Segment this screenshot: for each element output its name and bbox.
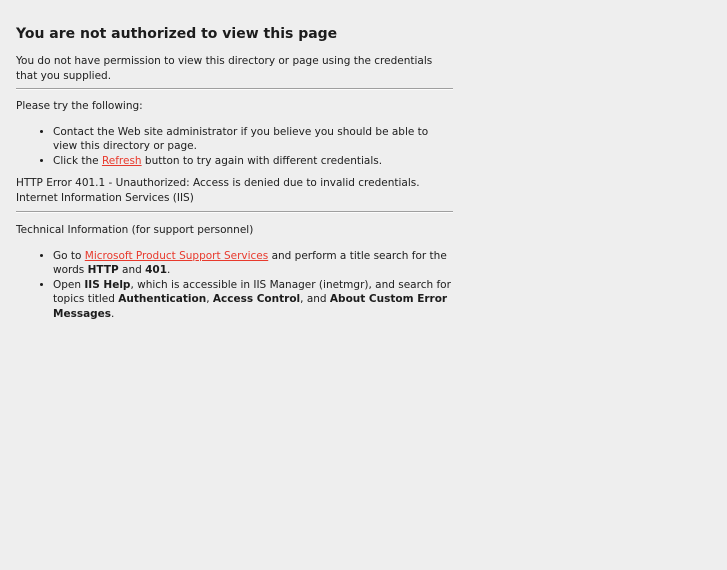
refresh-link[interactable]: Refresh (101, 154, 142, 167)
text-segment: button to try again with different credentials. (141, 154, 383, 167)
page-background (0, 25, 727, 570)
suggestions-heading: Please try the following: (16, 100, 143, 112)
text-segment: Go to (53, 249, 85, 262)
text-segment: and perform a title search for the words (53, 249, 447, 276)
error-description: You do not have permission to view this directory or page using the credentials that you supplied. (16, 55, 433, 82)
technical-list (16, 249, 453, 322)
text-segment: Open (53, 278, 85, 291)
text-segment: . (167, 264, 171, 276)
server-line: Internet Information Services (IIS) (16, 191, 194, 204)
page-title: You are not authorized to view this page (16, 26, 338, 42)
text-segment: Click the (53, 154, 102, 167)
error-status (16, 176, 453, 205)
iis-error-page (16, 25, 453, 321)
text-segment: Contact the Web site administrator if you believe you should be able to view this directory or page. (53, 125, 429, 152)
top-divider (16, 88, 453, 90)
technical-heading: Technical Information (for support personnel) (16, 224, 254, 236)
suggestion-item (53, 125, 453, 154)
suggestion-text (53, 126, 428, 153)
technical-text (53, 279, 451, 320)
bold-text: Authentication (118, 293, 207, 305)
text-segment: , and (300, 293, 330, 305)
technical-item (53, 249, 453, 278)
microsoft-product-support-services-link[interactable]: Microsoft Product Support Services (84, 249, 269, 262)
bold-text: 401 (145, 264, 168, 276)
technical-text (53, 250, 447, 277)
bottom-divider (16, 211, 453, 213)
suggestions-list (16, 125, 453, 169)
text-segment: , (206, 293, 213, 305)
bold-text: Access Control (212, 293, 301, 305)
bold-text: HTTP (87, 264, 119, 276)
text-segment: , which is accessible in IIS Manager (inetmgr), and search for topics titled (53, 278, 451, 305)
text-segment: and (118, 264, 146, 276)
text-segment: . (111, 307, 115, 320)
http-error-line: HTTP Error 401.1 - Unauthorized: Access is denied due to invalid credentials. (16, 177, 420, 189)
suggestion-text (53, 155, 382, 167)
suggestion-item (53, 154, 453, 169)
bold-text: About Custom Error Messages (53, 293, 448, 320)
bold-text: IIS Help (84, 278, 131, 291)
technical-item (53, 278, 453, 322)
